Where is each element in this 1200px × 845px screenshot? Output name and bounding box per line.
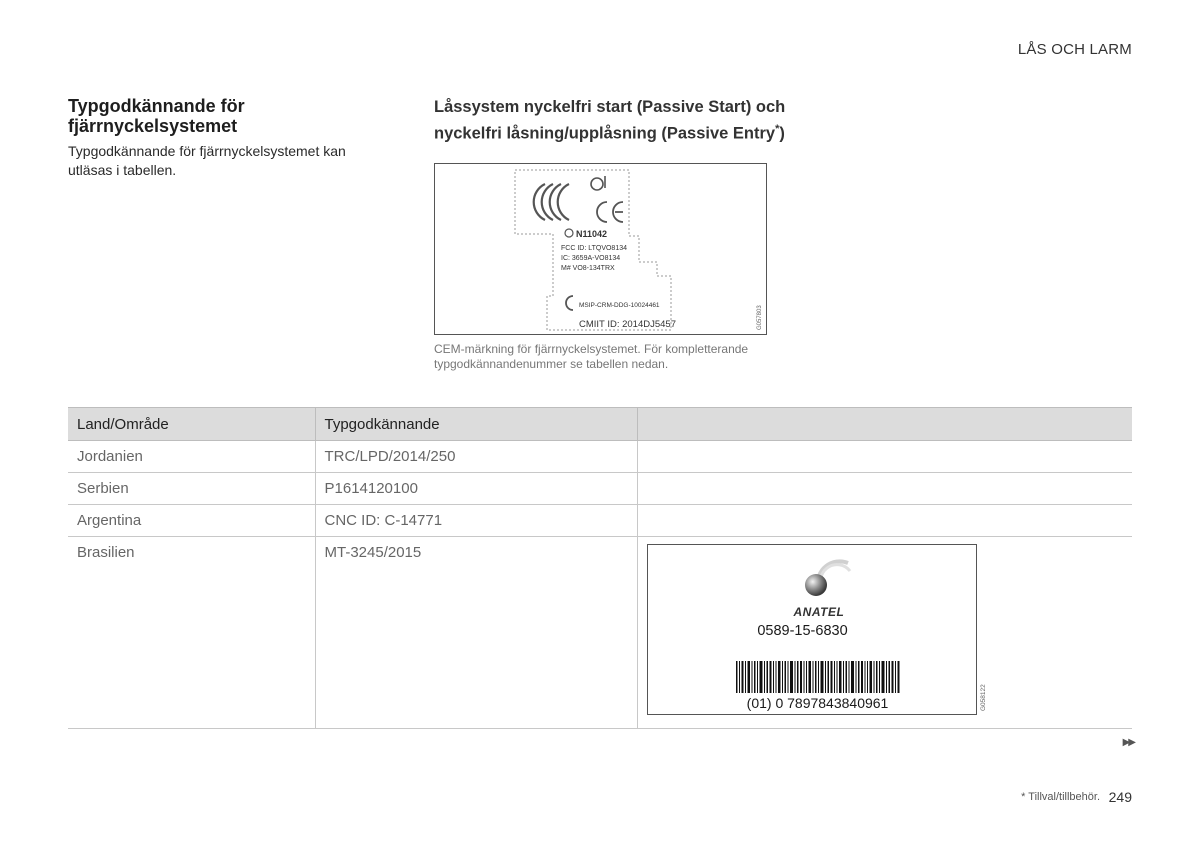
label-fcc-id: FCC ID: LTQVO8134 (561, 245, 628, 252)
left-paragraph: Typgodkännande för fjärrnyckelsystemet kan utläsas i tabellen. (68, 143, 346, 178)
cell-country: Jordanien (68, 441, 315, 473)
section-title: LÅS OCH LARM (1017, 41, 1132, 58)
label-n-code: N11042 (576, 229, 608, 239)
right-heading (434, 96, 794, 145)
cell-extra (637, 473, 1132, 505)
cem-label-drawing (435, 164, 766, 334)
right-heading-text: Låssystem nyckelfri start (Passive Start) och nyckelfri låsning/upplåsning (Passive Entry (434, 98, 786, 143)
table-row (68, 505, 1132, 537)
page-number: 249 (1108, 789, 1132, 805)
next-page-arrows-icon[interactable]: ▶▶ (1122, 737, 1134, 748)
column-header-approval: Typgodkännande (315, 408, 637, 441)
anatel-number: 0589-15-6830 (757, 623, 848, 639)
figure-code: G057803 (757, 305, 763, 330)
anatel-figure-code: G058122 (979, 684, 987, 711)
anatel-label-figure (647, 544, 987, 715)
check-circle-icon (565, 229, 573, 237)
label-msip: MSIP-CRM-DDG-10024461 (579, 302, 660, 309)
ce-mark-icon (597, 202, 623, 222)
cell-country: Argentina (68, 505, 315, 537)
cell-country: Serbien (68, 473, 315, 505)
cell-approval: MT-3245/2015 (315, 537, 637, 729)
small-tag-icon (591, 176, 605, 190)
cem-label-figure (434, 163, 767, 335)
optional-mark: * (775, 123, 780, 135)
label-ic: IC: 3659A-VO8134 (561, 255, 621, 262)
barcode-icon (736, 661, 900, 693)
footnote: * Tillval/tillbehör. (1021, 791, 1100, 803)
cell-country: Brasilien (68, 537, 315, 729)
table-row (68, 537, 1132, 729)
cell-approval: P1614120100 (315, 473, 637, 505)
anatel-logo-text: ANATEL (793, 605, 845, 619)
cell-approval: CNC ID: C-14771 (315, 505, 637, 537)
label-model: M# VO8-134TRX (561, 265, 615, 272)
table-header-row (68, 408, 1132, 441)
table-row (68, 473, 1132, 505)
column-header-extra (637, 408, 1132, 441)
approvals-table (68, 407, 1132, 729)
nfc-arcs-icon (534, 184, 569, 220)
column-header-country: Land/Område (68, 408, 315, 441)
left-heading: Typgodkännande för fjärrnyckelsystemet (68, 96, 245, 136)
figure-caption: CEM-märkning för fjärrnyckelsystemet. För kompletterande typgodkännandenummer se tabellen nedan. (434, 342, 749, 371)
barcode-number: (01) 0 7897843840961 (746, 695, 889, 711)
label-cmiit: CMIIT ID: 2014DJ5457 (579, 319, 676, 330)
cell-anatel (637, 537, 1132, 729)
cell-extra (637, 441, 1132, 473)
right-heading-close: ) (779, 124, 785, 143)
cell-approval: TRC/LPD/2014/250 (315, 441, 637, 473)
cell-extra (637, 505, 1132, 537)
table-row (68, 441, 1132, 473)
kc-mark-icon (566, 296, 573, 310)
